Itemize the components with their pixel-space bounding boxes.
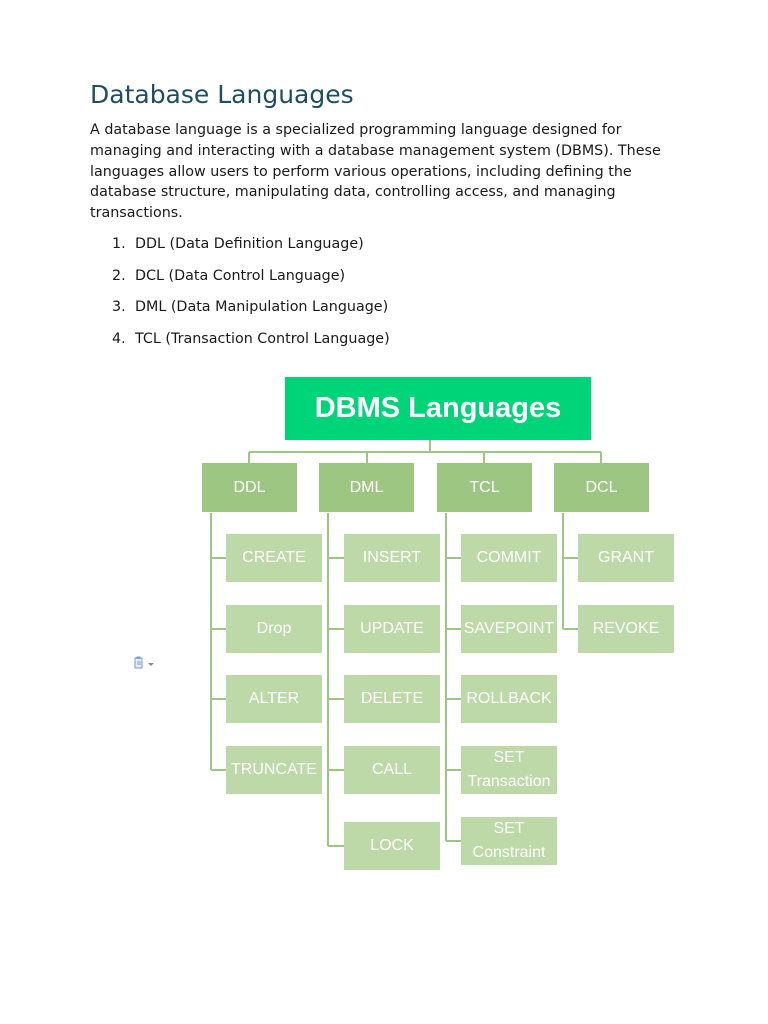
dml-item-delete: DELETE xyxy=(344,675,440,723)
tcl-item-rollback: ROLLBACK xyxy=(461,675,557,723)
dml-item-lock: LOCK xyxy=(344,822,440,870)
page-title: Database Languages xyxy=(90,80,354,109)
tcl-item-set-constraint: SET Constraint xyxy=(461,817,557,865)
diagram-root-node: DBMS Languages xyxy=(285,377,591,440)
dml-item-insert: INSERT xyxy=(344,534,440,582)
dml-item-update: UPDATE xyxy=(344,605,440,653)
list-number: 1. xyxy=(112,236,126,252)
ddl-item-create: CREATE xyxy=(226,534,322,582)
list-number: 3. xyxy=(112,299,126,315)
ddl-item-drop: Drop xyxy=(226,605,322,653)
list-text: DML (Data Manipulation Language) xyxy=(135,299,389,315)
category-ddl: DDL xyxy=(202,463,297,512)
category-dml: DML xyxy=(319,463,414,512)
list-text: DCL (Data Control Language) xyxy=(135,267,346,284)
tcl-item-commit: COMMIT xyxy=(461,534,557,582)
dcl-item-grant: GRANT xyxy=(578,534,674,582)
list-text: TCL (Transaction Control Language) xyxy=(135,330,390,347)
tcl-item-savepoint: SAVEPOINT xyxy=(461,605,557,653)
category-tcl: TCL xyxy=(437,463,532,512)
intro-paragraph: A database language is a specialized programming language designed for managing and interacting with a database management system (DBMS). These languages allow users to perform various operations, including defining the database structure, manipulating data, controlling access, and managing transactions. xyxy=(90,122,661,222)
list-text: DDL (Data Definition Language) xyxy=(135,236,364,252)
ddl-item-alter: ALTER xyxy=(226,675,322,723)
list-number: 2. xyxy=(112,267,126,284)
category-dcl: DCL xyxy=(554,463,649,512)
ddl-item-truncate: TRUNCATE xyxy=(226,746,322,794)
dcl-item-revoke: REVOKE xyxy=(578,605,674,653)
list-number: 4. xyxy=(112,330,126,347)
tcl-item-set-transaction: SET Transaction xyxy=(461,746,557,794)
dml-item-call: CALL xyxy=(344,746,440,794)
